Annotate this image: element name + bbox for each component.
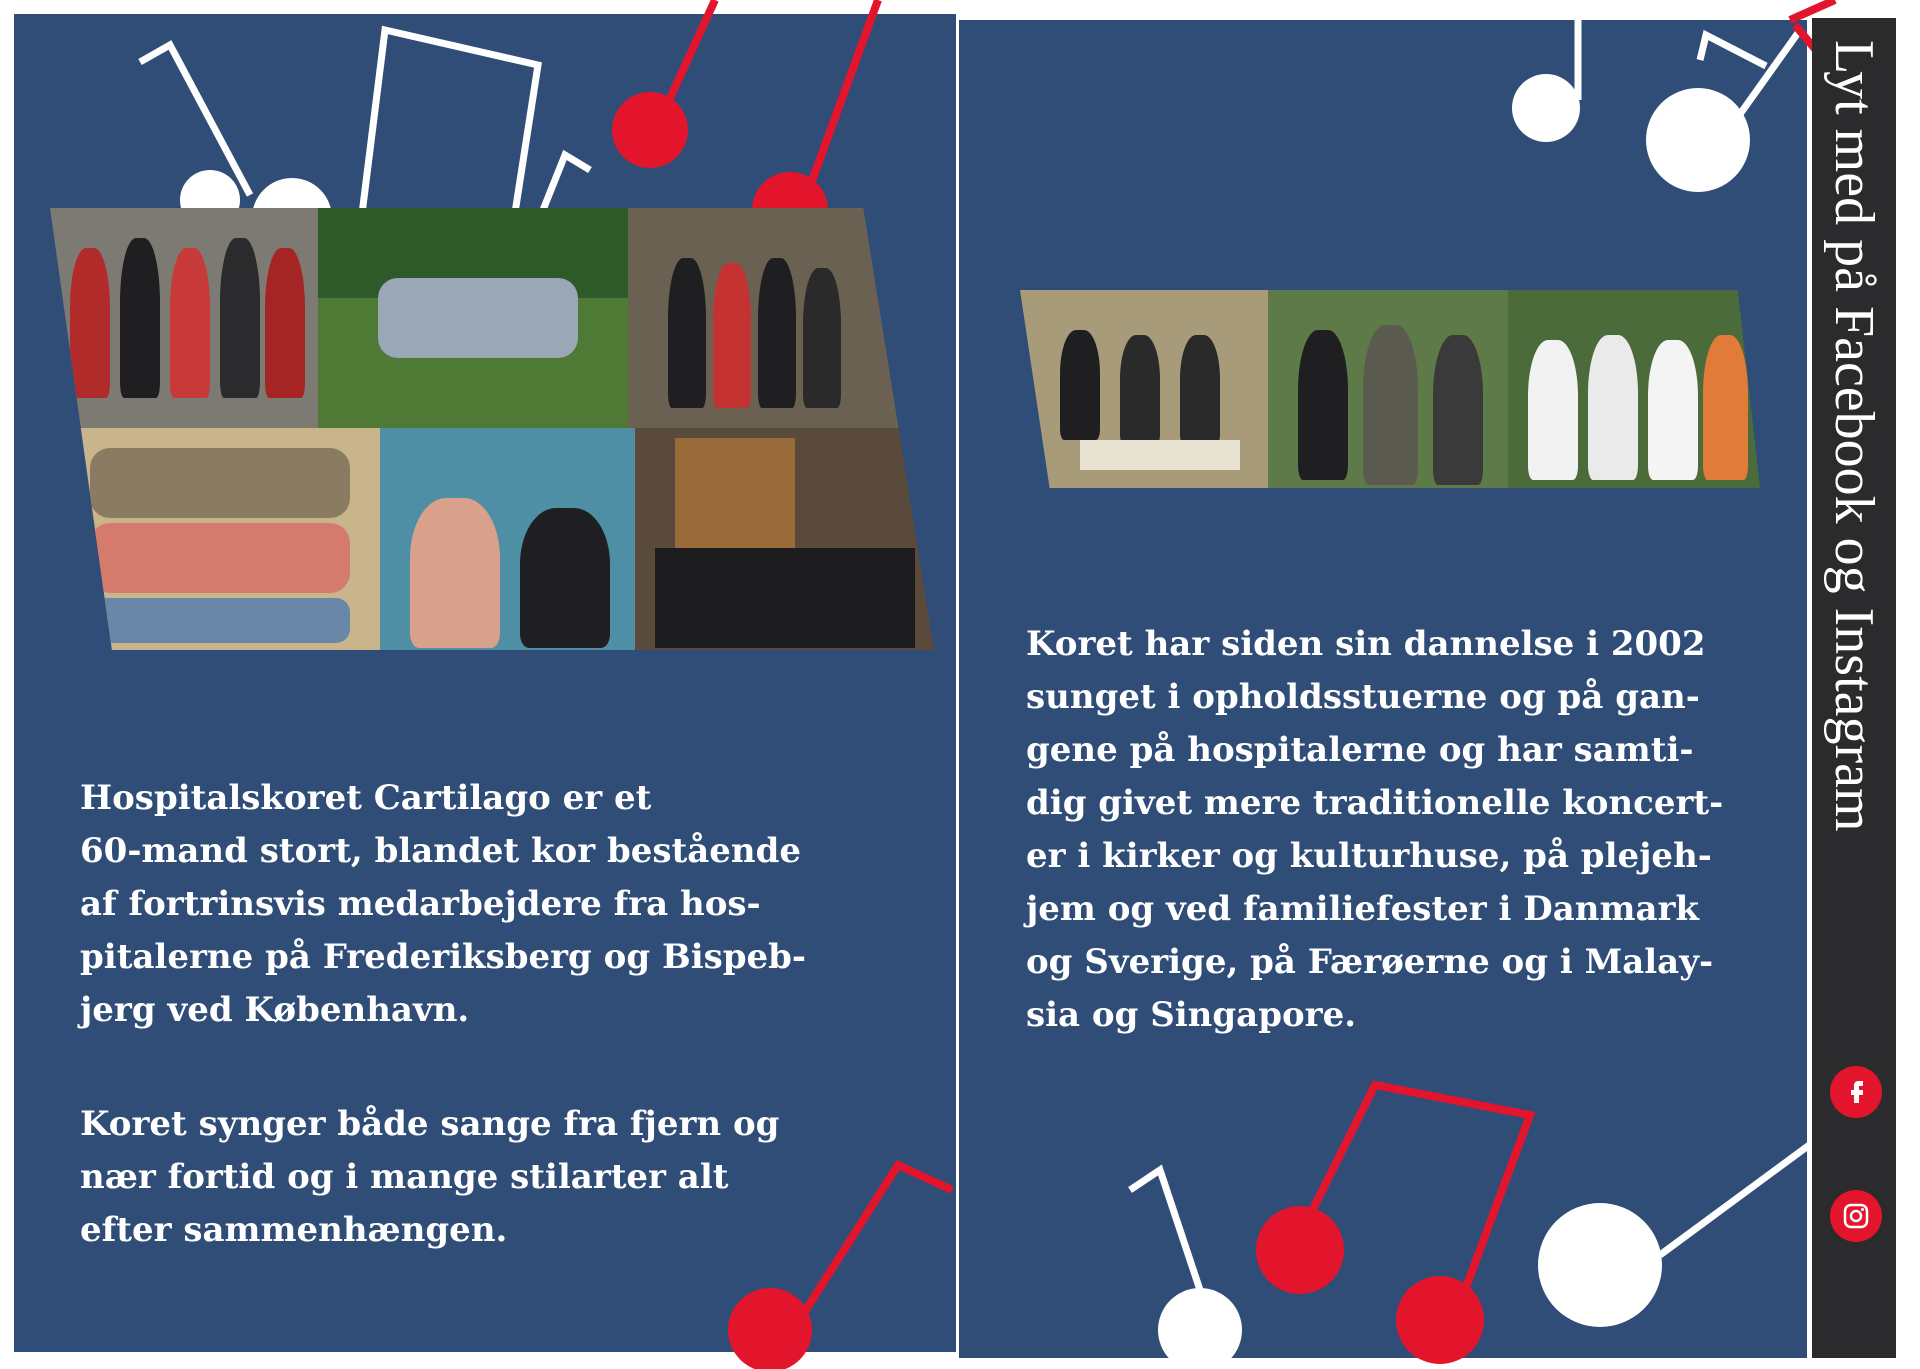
- choir-photo: [1020, 290, 1268, 488]
- choir-photo: [1508, 290, 1760, 488]
- choir-photo: [635, 428, 934, 650]
- choir-photo: [318, 208, 628, 428]
- choir-photo: [1268, 290, 1508, 488]
- facebook-icon: [1841, 1077, 1871, 1107]
- intro-paragraph: Hospitalskoret Cartilago er et 60-mand stort, blandet kor bestående af fortrinsvis medarbejdere fra hos- pitalerne på Frederiksberg og Bispeb- jerg ved København.: [80, 778, 807, 1030]
- history-paragraph: Koret har siden sin dannelse i 2002 sunget i opholdsstuerne og på gan- gene på hospitalerne og har samti- dig givet mere traditionelle koncert- er i kirker og kulturhuse, på plejeh- jem og ved familiefester i Danmark og Sverige, på Færøerne og i Malay- sia og Singapore.: [1026, 624, 1724, 1035]
- sidebar-title: Lyt med på Facebook og Instagram: [1823, 40, 1885, 832]
- choir-photo: [380, 428, 635, 650]
- photo-strip-right: [1020, 290, 1760, 488]
- photo-collage-left: [50, 208, 934, 650]
- instagram-button[interactable]: [1830, 1190, 1882, 1242]
- instagram-icon: [1841, 1201, 1871, 1231]
- facebook-button[interactable]: [1830, 1066, 1882, 1118]
- style-paragraph: Koret synger både sange fra fjern og nær fortid og i mange stilarter alt efter sammenhængen.: [80, 1104, 780, 1250]
- choir-photo: [50, 208, 318, 428]
